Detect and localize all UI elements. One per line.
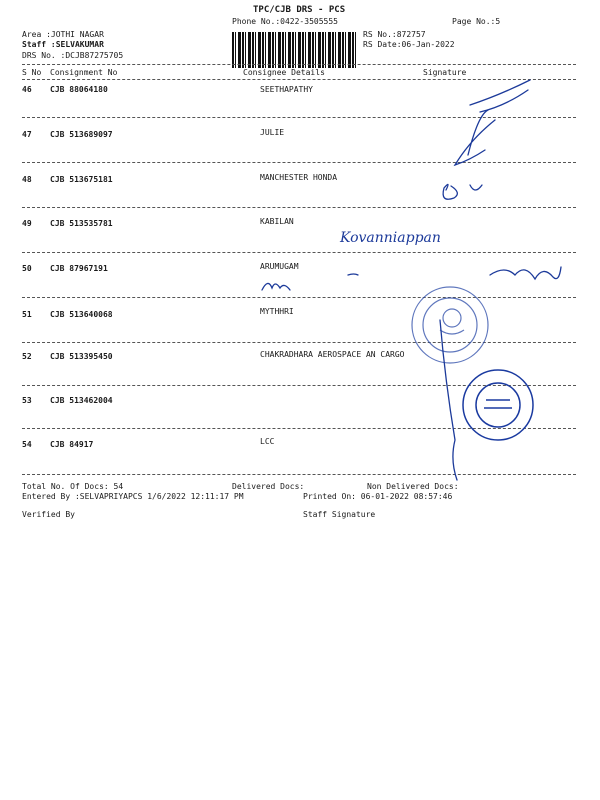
document-title: TPC/CJB DRS - PCS bbox=[253, 5, 346, 15]
handwritten-name: Kovanniappan bbox=[340, 230, 441, 246]
row-consignment: CJB 513462004 bbox=[50, 396, 113, 405]
row-consignee: JULIE bbox=[260, 128, 285, 137]
rs-date: RS Date:06-Jan-2022 bbox=[363, 40, 455, 49]
staff-signature: Staff Signature bbox=[303, 510, 376, 519]
row-sno: 51 bbox=[22, 310, 32, 319]
entered-by: Entered By :SELVAPRIYAPCS 1/6/2022 12:11:17 PM bbox=[22, 492, 244, 501]
delivered-docs: Delivered Docs: bbox=[232, 482, 305, 491]
row-consignment: CJB 513395450 bbox=[50, 352, 113, 361]
row-consignee: MANCHESTER HONDA bbox=[260, 173, 338, 182]
row-consignee: KABILAN bbox=[260, 217, 294, 226]
printed-on: Printed On: 06-01-2022 08:57:46 bbox=[303, 492, 453, 501]
row-consignment: CJB 513675181 bbox=[50, 175, 113, 184]
row-sno: 49 bbox=[22, 219, 32, 228]
row-consignee: ARUMUGAM bbox=[260, 262, 299, 271]
round-stamp-icon bbox=[412, 287, 488, 363]
row-sno: 46 bbox=[22, 85, 32, 94]
row-sno: 50 bbox=[22, 264, 32, 273]
row-consignee: SEETHAPATHY bbox=[260, 85, 313, 94]
col-sno: S No bbox=[22, 68, 42, 77]
non-delivered-docs: Non Delivered Docs: bbox=[367, 482, 459, 491]
row-consignment: CJB 513640068 bbox=[50, 310, 113, 319]
row-consignment: CJB 513535781 bbox=[50, 219, 113, 228]
row-consignment: CJB 87967191 bbox=[50, 264, 108, 273]
drs-number: DRS No. :DCJB87275705 bbox=[22, 51, 124, 60]
row-consignment: CJB 84917 bbox=[50, 440, 94, 449]
row-consignment: CJB 513689097 bbox=[50, 130, 113, 139]
area-label: Area :JOTHI NAGAR bbox=[22, 30, 104, 39]
company-seal-icon bbox=[463, 370, 533, 440]
phone-number: Phone No.:0422-3505555 bbox=[232, 17, 338, 26]
row-sno: 47 bbox=[22, 130, 32, 139]
signature-icon bbox=[262, 80, 561, 480]
row-sno: 53 bbox=[22, 396, 32, 405]
row-consignment: CJB 88064180 bbox=[50, 85, 108, 94]
rs-number: RS No.:872757 bbox=[363, 30, 426, 39]
total-docs: Total No. Of Docs: 54 bbox=[22, 482, 124, 491]
page-number: Page No.:5 bbox=[452, 17, 501, 26]
row-sno: 48 bbox=[22, 175, 32, 184]
col-consignment: Consignment No bbox=[50, 68, 118, 77]
staff-label: Staff :SELVAKUMAR bbox=[22, 40, 104, 49]
row-consignee: CHAKRADHARA AEROSPACE AN CARGO bbox=[260, 350, 405, 359]
row-sno: 54 bbox=[22, 440, 32, 449]
verified-by: Verified By bbox=[22, 510, 75, 519]
col-consignee: Consignee Details bbox=[243, 68, 325, 77]
row-consignee: LCC bbox=[260, 437, 275, 446]
row-consignee: MYTHHRI bbox=[260, 307, 294, 316]
row-sno: 52 bbox=[22, 352, 32, 361]
col-signature: Signature bbox=[423, 68, 467, 77]
